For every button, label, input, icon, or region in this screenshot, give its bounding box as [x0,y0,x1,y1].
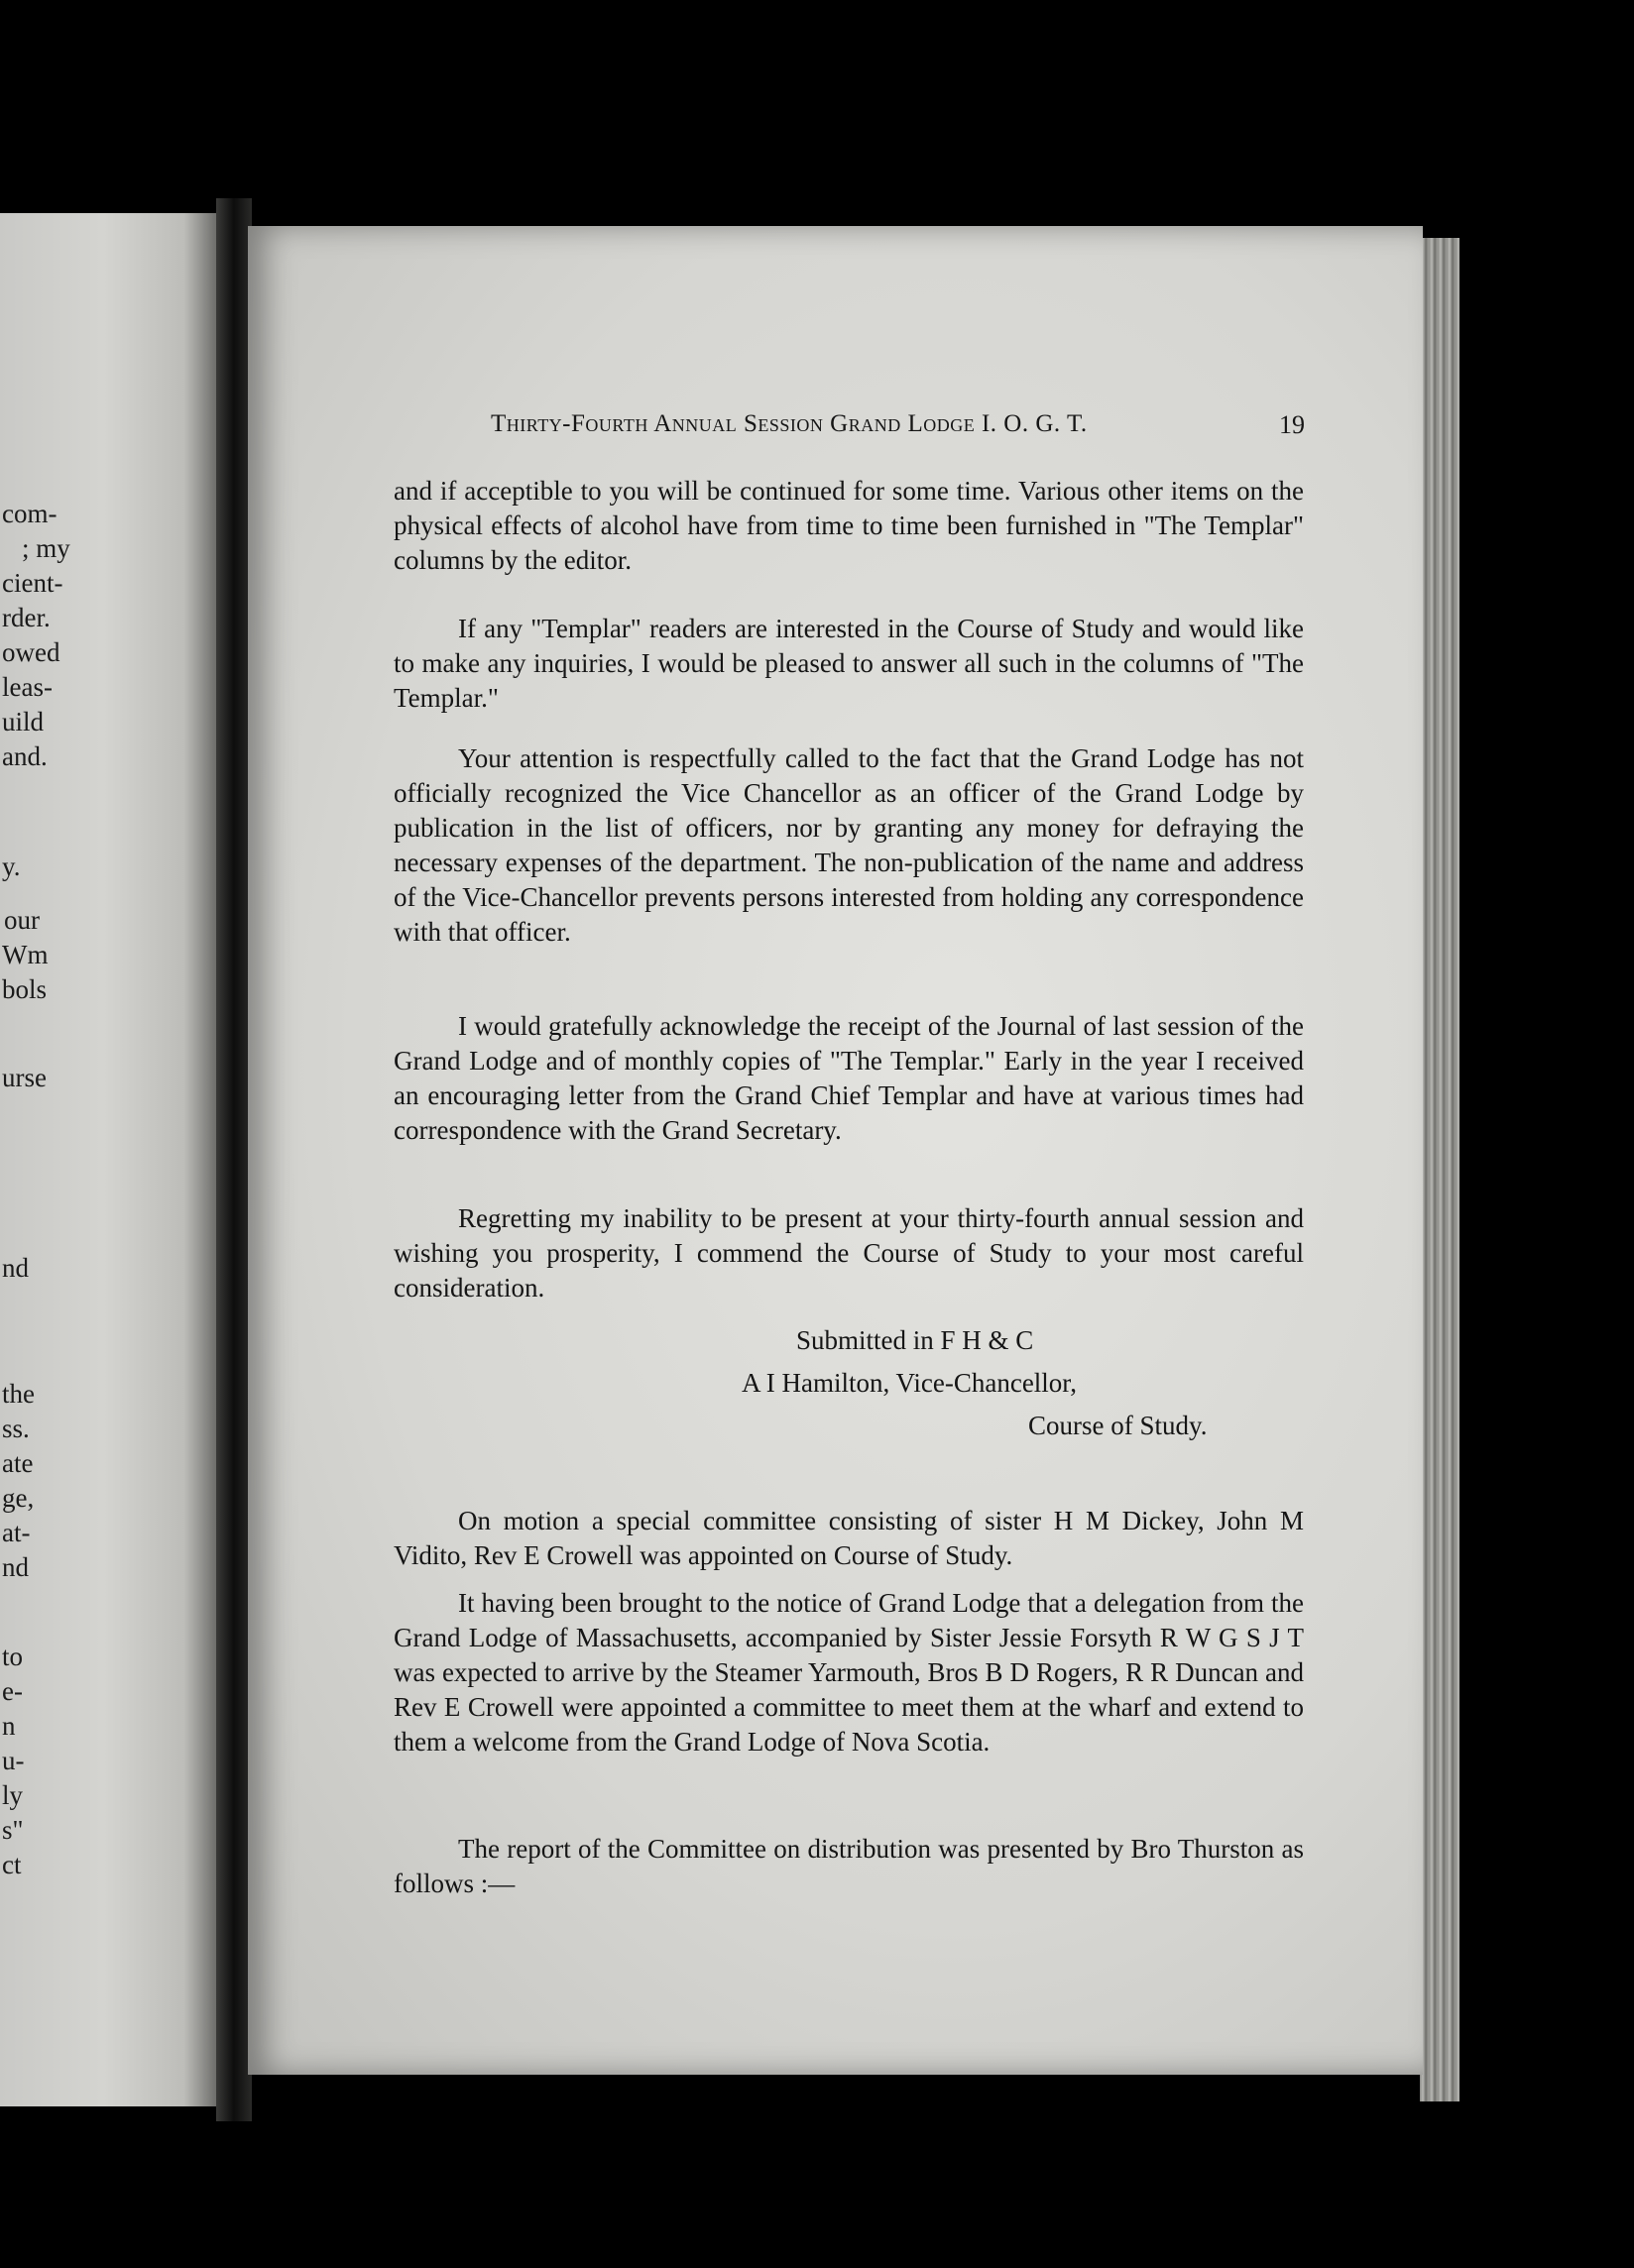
page-edges [1420,238,1459,2101]
left-fragment: rder. [2,603,51,632]
left-fragment: ; my [22,533,70,563]
left-fragment: nd [2,1552,29,1582]
paragraph-vice-chancellor: Your attention is respectfully called to the fact that the Grand Lodge has not officially recognized the Vice Chancellor as an officer of the Grand Lodge by publication in the list of officers, nor by granting any money for defraying the necessary expenses of the department. The non-publication of the name and address of the Vice-Chancellor prevents persons interested from holding any correspondence with that officer. [394,743,1304,947]
left-fragment: ct [2,1850,22,1879]
paragraph-motion: On motion a special committee consisting of sister H M Dickey, John M Vidito, Rev E Crowell was appointed on Course of Study. [394,1506,1304,1570]
running-head: Thirty-Fourth Annual Session Grand Lodge I. O. G. T. [491,410,1088,437]
left-fragment: e- [2,1676,23,1706]
signature-title: Course of Study. [1028,1411,1208,1440]
left-fragment: to [2,1642,24,1671]
left-fragment: owed [2,637,60,667]
left-fragment: ge, [2,1483,35,1513]
page-number: 19 [1279,410,1305,439]
left-fragment: uild [2,707,45,737]
left-fragment: at- [2,1518,31,1547]
paragraph-delegation: It having been brought to the notice of Grand Lodge that a delegation from the Grand Lodge of Massachusetts, accompanied by Sister Jessie Forsyth R W G S J T was expected to arrive by the Steamer Yarmouth, Bros B D Rogers, R R Duncan and Rev E Crowell were appointed a committee to meet them at the wharf and extend to them a welcome from the Grand Lodge of Nova Scotia. [394,1588,1304,1757]
left-fragment: bols [2,974,48,1004]
left-fragment: the [2,1379,35,1409]
paragraph-templar-readers: If any "Templar" readers are interested in the Course of Study and would like to make any inquiries, I would be pleased to answer all such in the columns of "The Templar." [394,614,1304,713]
left-fragment: com- [2,499,58,528]
left-fragment: urse [2,1063,47,1092]
paragraph-continued: and if acceptible to you will be continued for some time. Various other items on the physical effects of alcohol have from time to time been furnished in "The Templar" columns by the editor. [394,476,1304,575]
left-facing-page [0,213,230,2106]
left-fragment: ly [2,1780,24,1810]
signature-name: A I Hamilton, Vice-Chancellor, [742,1368,1077,1398]
left-fragment: s" [2,1815,24,1845]
left-fragment: y. [2,851,21,881]
left-fragment: leas- [2,672,53,702]
signature-submitted: Submitted in F H & C [796,1325,1034,1355]
left-fragment: Wm [2,940,49,969]
left-fragment: ate [2,1448,34,1478]
left-fragment: ss. [2,1414,30,1443]
paragraph-committee-report: The report of the Committee on distribution was presented by Bro Thurston as follows :— [394,1834,1304,1898]
left-fragment: and. [2,741,48,771]
book-gutter [216,198,252,2121]
paragraph-acknowledgement: I would gratefully acknowledge the receipt of the Journal of last session of the Grand Lodge and of monthly copies of "The Templar." Early in the year I received an encouraging letter from the Grand Chief Templar and have at various times had correspondence with the Grand Secretary. [394,1011,1304,1145]
left-fragment: cient- [2,568,63,598]
left-fragment: our [4,905,40,935]
left-fragment: u- [2,1746,25,1775]
left-fragment: nd [2,1253,29,1283]
paragraph-regretting: Regretting my inability to be present at your thirty-fourth annual session and wishing you prosperity, I commend the Course of Study to your most careful consideration. [394,1203,1304,1303]
left-fragment: n [2,1711,16,1741]
